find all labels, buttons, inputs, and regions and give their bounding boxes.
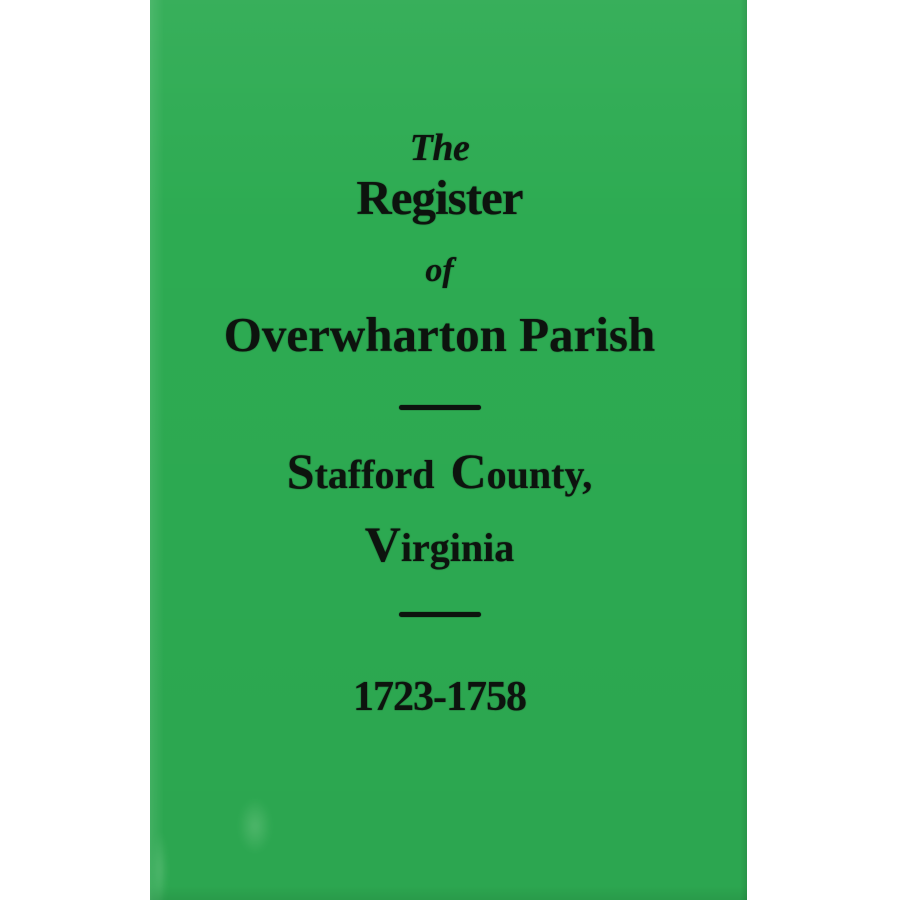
title-word-of: of (425, 252, 454, 289)
divider-rule-top (399, 405, 481, 410)
county-word-rest: tafford (314, 452, 435, 497)
years-range: 1723-1758 (353, 674, 526, 720)
title-line-parish: Overwharton Parish (223, 307, 656, 362)
initial-cap-s: S (286, 443, 315, 499)
initial-cap-v: V (364, 516, 401, 572)
location-line-county (150, 443, 738, 499)
county-word2-rest: ounty, (486, 452, 593, 497)
divider-rule-bottom (399, 612, 481, 617)
book-cover (150, 0, 747, 900)
state-word-rest: irginia (400, 525, 515, 570)
initial-cap-c: C (450, 443, 487, 499)
title-word-register: Register (356, 170, 523, 225)
location-line-state (150, 516, 738, 572)
cover-text-block (150, 0, 738, 900)
title-word-the: The (409, 127, 470, 169)
